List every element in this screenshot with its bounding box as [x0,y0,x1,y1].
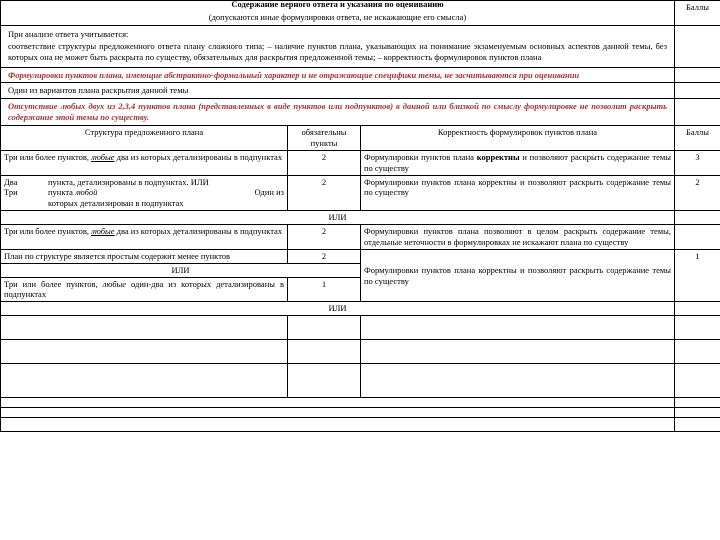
empty-row [1,364,720,398]
absence-note: Отсутствие любых двух из 2,3,4 пунктов плана (представленных в виде пунктов или подпунктов) в данной или близкой по смыслу формулировке не позволит раскрыть содержание этой темы по существу. [8,101,667,123]
row1-obligatory: 2 [288,150,361,175]
empty-correctness-cell [361,316,675,340]
or-separator-3-score-cell [675,302,720,316]
table-row [1,150,720,175]
intro-lead: При анализе ответа учитывается: [8,28,129,39]
col-header-obligatory-line2: пункты [310,137,338,148]
abstract-note-row [1,67,720,83]
subtitle-cell [1,10,675,25]
empty-row [1,408,720,418]
row2-line2-body-pre: пункта [48,187,76,198]
row1-structure-emphasis: любые [91,151,115,162]
page-title: Содержание верного ответа и указания по оцениванию [231,0,444,9]
empty-score-cell [675,418,720,432]
score-column-header: Баллы [675,1,720,26]
empty-structure-cell [1,316,288,340]
col-header-obligatory [288,126,361,151]
empty-correctness-cell [361,340,675,364]
row2-score: 2 [675,175,720,211]
empty-row [1,316,720,340]
row2-obligatory: 2 [288,175,361,211]
row3-structure-pre: Три или более пунктов, [4,226,92,236]
row2-line1-lead: Два [4,176,18,187]
row3-score [675,225,720,250]
intro-body: соответствие структуры предложенного ответа плану сложного типа; – наличие пунктов плана, указывающих на понимание экзаменуемым основных аспектов данной темы, без которых она не может быть раскрыта по существу, обязательных для раскрытия предложенной темы; – корректность формулировок пунктов плана [8,40,667,62]
absence-note-score-cell [675,99,720,126]
row3-structure [1,225,288,250]
row2-line1-body: пункта, детализированы в подпунктах. ИЛИ [48,176,209,187]
variant-row [1,83,720,99]
row3-structure-emphasis: любые [91,226,115,236]
row4b-structure-post: один-два из которых детализированы в подпунктах [4,278,284,300]
abstract-note-cell [1,67,675,83]
intro-cell [1,25,675,67]
empty-score-cell [675,340,720,364]
empty-obligatory-cell [288,316,361,340]
row1-correctness-post: и позволяют раскрыть содержание темы по существу [364,151,671,173]
intro-score-cell [675,25,720,67]
empty-wide-cell [1,418,675,432]
row1-correctness-bold: корректны [476,151,520,162]
column-header-row [1,126,720,151]
empty-score-cell [675,398,720,408]
row2-line2-tail: Один из [254,187,284,198]
row2-line2-body [48,187,255,198]
empty-obligatory-cell [288,364,361,398]
page-subtitle: (допускаются иные формулировки ответа, не искажающие его смысла) [208,12,467,22]
empty-score-cell [675,408,720,418]
intro-row [1,25,720,67]
variant-score-cell [675,83,720,99]
abstract-note-score-cell [675,67,720,83]
row2-structure-line3 [4,198,284,209]
or-separator-1-score-cell [675,211,720,225]
row4b-structure [1,277,288,302]
empty-score-cell [675,364,720,398]
col-header-structure: Структура предложенного плана [1,126,288,151]
empty-score-cell [675,316,720,340]
row4b-obligatory: 1 [288,277,361,302]
empty-row [1,398,720,408]
row2-line2-emphasis: любой [75,187,98,198]
variant-line: Один из вариантов плана раскрытия данной темы [8,85,189,96]
row2-structure-line2 [4,187,284,198]
empty-structure-cell [1,340,288,364]
row2-structure-line1 [4,177,284,188]
row3-correctness: Формулировки пунктов плана позволяют в целом раскрыть содержание темы, отдельные неточности в формулировках не искажают плана по существу [361,225,675,250]
row4b-structure-emphasis: любые [102,278,127,289]
row4-score: 1 [675,249,720,302]
or-separator-3: ИЛИ [1,302,675,316]
intro-block [4,27,671,66]
abstract-note: Формулировки пунктов плана, имеющие абстрактно-формальный характер и не отражающие специфики темы, не засчитываются при оценивании [8,69,580,80]
row2-correctness: Формулировки пунктов плана корректны и позволяют раскрыть содержание темы по существу [361,175,675,211]
variant-cell [1,83,675,99]
empty-wide-cell [1,398,675,408]
or-separator-row [1,302,720,316]
row1-score: 3 [675,150,720,175]
col-header-obligatory-line1: обязательны [301,127,347,137]
empty-structure-cell [1,364,288,398]
empty-wide-cell [1,408,675,418]
or-separator-2: ИЛИ [1,263,361,277]
table-row [1,175,720,211]
or-separator-1: ИЛИ [1,211,675,225]
row1-structure [1,150,288,175]
empty-row [1,418,720,432]
subtitle-row [1,10,720,25]
table-row [1,249,720,263]
row4a-structure: План по структуре является простым содержит менее пунктов [1,249,288,263]
row4a-obligatory: 2 [288,249,361,263]
empty-correctness-cell [361,364,675,398]
absence-note-row [1,99,720,126]
row2-line3-spacer [4,198,48,209]
or-separator-row [1,211,720,225]
row1-structure-post: два из которых детализированы в подпунктах [114,151,283,162]
table-row [1,225,720,250]
title-row [1,1,720,11]
col-header-score: Баллы [675,126,720,151]
row2-structure [1,175,288,211]
row4b-structure-pre: Три или более пунктов, [4,278,103,289]
empty-obligatory-cell [288,340,361,364]
empty-row [1,340,720,364]
row2-line3-body: которых детализирован в подпунктах [48,198,184,209]
title-cell [1,1,675,11]
row4-correctness: Формулировки пунктов плана корректны и позволяют раскрыть содержание темы по существу [361,249,675,302]
absence-note-cell [1,99,675,126]
row1-correctness [361,150,675,175]
row1-correctness-pre: Формулировки пунктов плана [364,151,477,162]
row1-structure-pre: Три или более пунктов, [4,151,92,162]
col-header-correctness: Корректность формулировок пунктов плана [361,126,675,151]
row3-obligatory: 2 [288,225,361,250]
row2-line2-lead: Три [4,187,18,198]
row3-structure-post: два из которых детализированы в подпунктах [114,226,283,236]
